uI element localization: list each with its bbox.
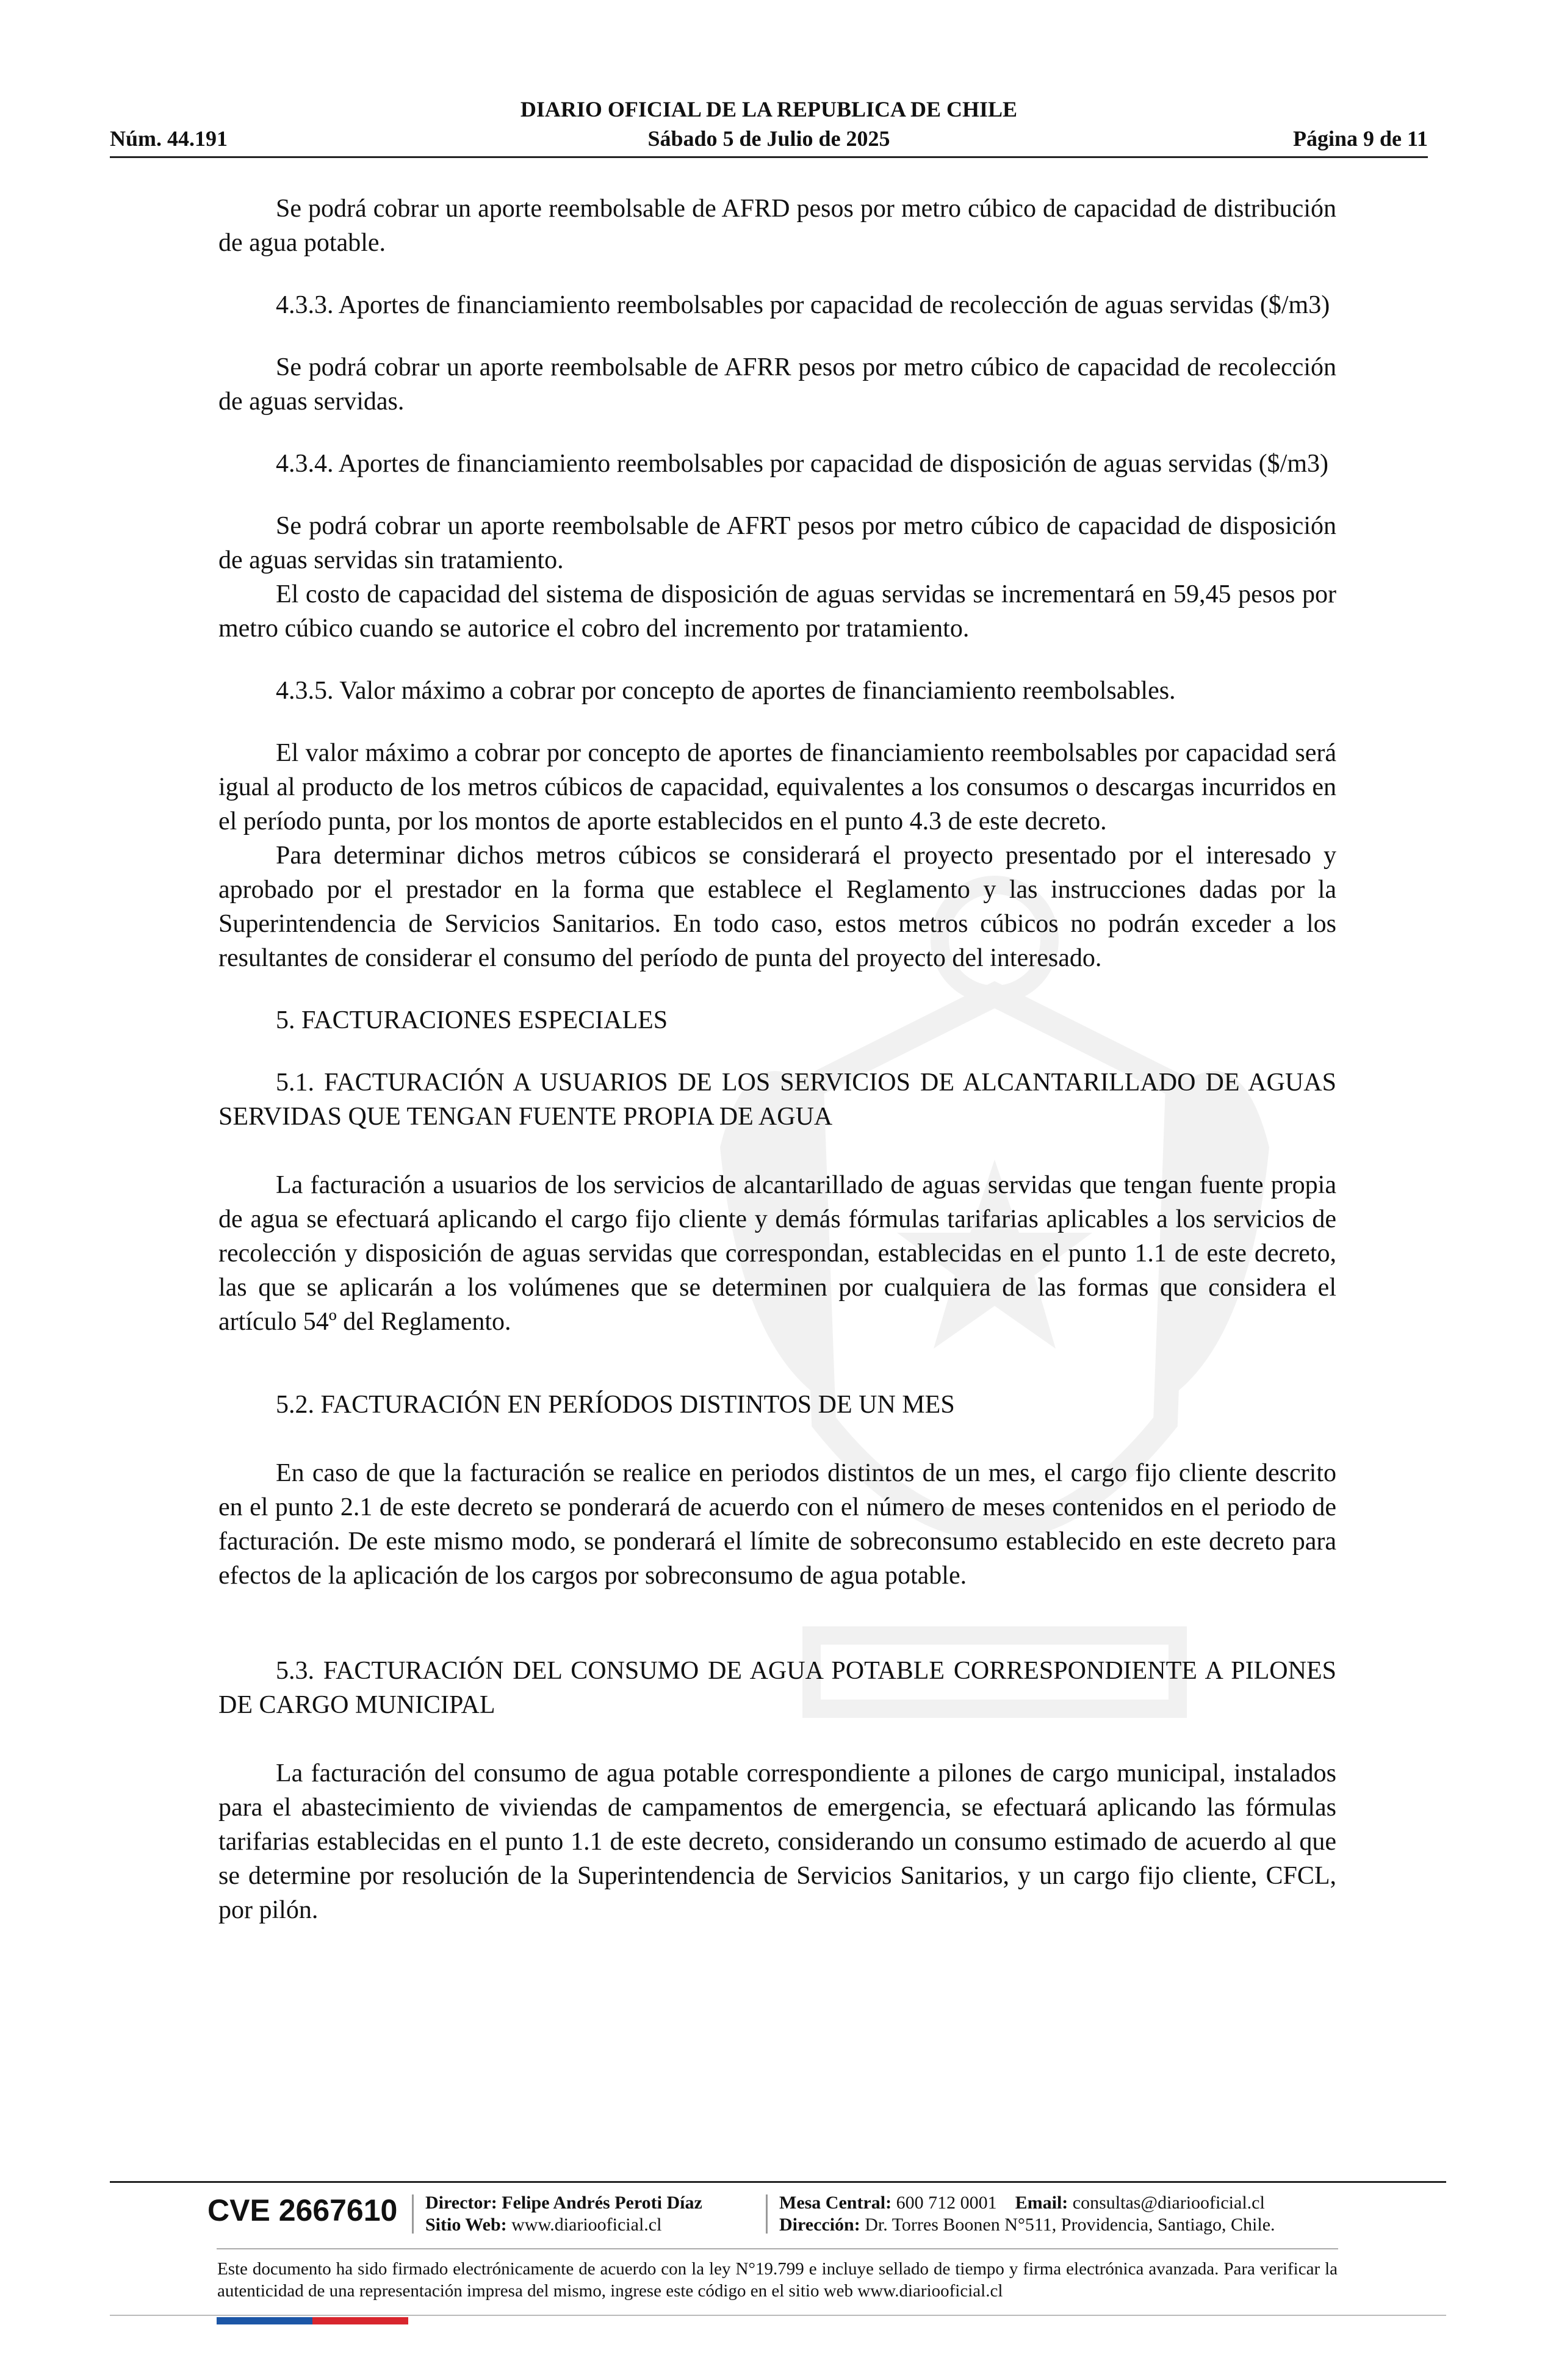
footer-separator (766, 2194, 768, 2234)
paragraph: Para determinar dichos metros cúbicos se considerará el proyecto presentado por el interesado y aprobado por el prestador en la forma que establece el Reglamento y las instrucciones dadas por la Superintendencia de Servicios Sanitarios. En todo caso, estos metros cúbicos no podrán exceder a los resultantes de considerar el consumo del período de punta del proyecto del interesado. (218, 842, 1336, 972)
address-value: Dr. Torres Boonen N°511, Providencia, Santiago, Chile. (865, 2215, 1275, 2235)
paragraph: En caso de que la facturación se realice en periodos distintos de un mes, el cargo fijo cliente descrito en el punto 2.1 de este decreto se ponderará de acuerdo con el número de meses contenidos en el periodo de facturación. De este mismo modo, se ponderará el límite de sobreconsumo establecido en este decreto para efectos de la aplicación de los cargos por sobreconsumo de agua potable. (218, 1459, 1336, 1590)
cve-code: CVE 2667610 (207, 2193, 398, 2227)
footer-separator (412, 2194, 414, 2234)
paragraph: El valor máximo a cobrar por concepto de aportes de financiamiento reembolsables por capacidad será igual al producto de los metros cúbicos de capacidad, equivalentes a los consumos o descargas incurridos en el período punta, por los montos de aporte establecidos en el punto 4.3 de este decreto. (218, 739, 1336, 835)
paragraph: Se podrá cobrar un aporte reembolsable de AFRR pesos por metro cúbico de capacidad de recolección de aguas servidas. (218, 353, 1336, 416)
page-number: Página 9 de 11 (1292, 126, 1428, 151)
issue-number: Núm. 44.191 (110, 126, 228, 151)
paragraph: El costo de capacidad del sistema de disposición de aguas servidas se incrementará en 59,45 pesos por metro cúbico cuando se autorice el cobro del incremento por tratamiento. (218, 580, 1336, 643)
flag-bar-blue (217, 2317, 312, 2324)
electronic-signature-note: Este documento ha sido firmado electrónicamente de acuerdo con la ley N°19.799 e incluye sellado de tiempo y firma electrónica avanzada. Para verificar la autenticidad de una representación impresa del mismo, ingrese este código en el sitio web www.diariooficial.cl (217, 2259, 1338, 2301)
paragraph: Se podrá cobrar un aporte reembolsable de AFRD pesos por metro cúbico de capacidad de distribución de agua potable. (218, 195, 1336, 257)
footer-divider (110, 2181, 1446, 2183)
footer-director-info (425, 2192, 702, 2236)
section-heading: 5. FACTURACIONES ESPECIALES (276, 1006, 668, 1034)
section-heading: 5.2. FACTURACIÓN EN PERÍODOS DISTINTOS DE UN MES (276, 1391, 955, 1419)
website-link[interactable]: www.diariooficial.cl (511, 2215, 662, 2235)
footer-inner-divider (217, 2248, 1338, 2249)
document-body (218, 192, 1336, 1927)
website-label: Sitio Web: (425, 2215, 507, 2235)
header-divider (110, 156, 1428, 158)
flag-bar-red (312, 2317, 408, 2324)
footer-contact-info (779, 2192, 1275, 2236)
section-heading: 5.3. FACTURACIÓN DEL CONSUMO DE AGUA POTABLE CORRESPONDIENTE A PILONES DE CARGO MUNICIPAL (218, 1657, 1336, 1719)
section-heading: 4.3.5. Valor máximo a cobrar por concepto de aportes de financiamiento reembolsables. (276, 677, 1176, 705)
address-label: Dirección: (779, 2215, 860, 2235)
email-label: Email: (1015, 2193, 1068, 2213)
email-link[interactable]: consultas@diariooficial.cl (1072, 2193, 1265, 2213)
newspaper-title: DIARIO OFICIAL DE LA REPUBLICA DE CHILE (520, 97, 1018, 121)
issue-date: Sábado 5 de Julio de 2025 (647, 126, 890, 151)
paragraph: Se podrá cobrar un aporte reembolsable de AFRT pesos por metro cúbico de capacidad de disposición de aguas servidas sin tratamiento. (218, 512, 1336, 574)
footer-bottom-divider (110, 2315, 1446, 2316)
paragraph: La facturación a usuarios de los servicios de alcantarillado de aguas servidas que tengan fuente propia de agua se efectuará aplicando el cargo fijo cliente y demás fórmulas tarifarias aplicables a los servicios de recolección y disposición de aguas servidas que correspondan, establecidas en el punto 1.1 de este decreto, las que se aplicarán a los volúmenes que se determinen por cualquiera de las formas que considera el artículo 54º del Reglamento. (218, 1171, 1336, 1336)
section-heading: 5.1. FACTURACIÓN A USUARIOS DE LOS SERVICIOS DE ALCANTARILLADO DE AGUAS SERVIDAS QUE TENGAN FUENTE PROPIA DE AGUA (218, 1069, 1336, 1131)
section-heading: 4.3.4. Aportes de financiamiento reembolsables por capacidad de disposición de aguas servidas ($/m3) (276, 450, 1328, 478)
director-name: Felipe Andrés Peroti Díaz (502, 2193, 702, 2213)
paragraph: La facturación del consumo de agua potable correspondiente a pilones de cargo municipal, instalados para el abastecimiento de viviendas de campamentos de emergencia, se efectuará aplicando las fórmulas tarifarias establecidas en el punto 1.1 de este decreto, considerando un consumo estimado de acuerdo al que se determine por resolución de la Superintendencia de Servicios Sanitarios, y un cargo fijo cliente, CFCL, por pilón. (218, 1759, 1336, 1924)
section-heading: 4.3.3. Aportes de financiamiento reembolsables por capacidad de recolección de aguas servidas ($/m3) (276, 291, 1330, 319)
director-label: Director: (425, 2193, 497, 2213)
phone-number: 600 712 0001 (896, 2193, 997, 2213)
phone-label: Mesa Central: (779, 2193, 892, 2213)
page-header (110, 96, 1428, 157)
